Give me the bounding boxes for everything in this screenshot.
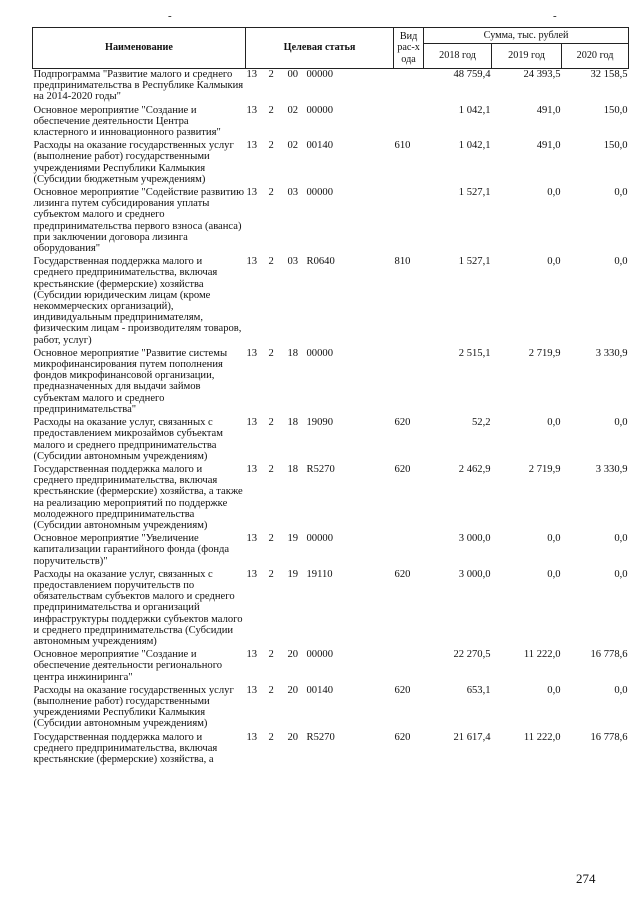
cell-code-1: 13 (246, 256, 258, 268)
header-year-2020: 2020 год (562, 44, 629, 69)
cell-code-3: 00 (287, 69, 299, 80)
header-type-label: Вид рас-хода (397, 30, 420, 65)
header-mark-right: - (553, 10, 557, 22)
cell-code-1: 13 (246, 347, 258, 359)
cell-code-2: 2 (268, 104, 274, 116)
cell-code-1: 13 (246, 187, 258, 199)
cell-code-1: 13 (246, 104, 258, 116)
cell-sum-2018: 21 617,4 (453, 731, 491, 743)
cell-code-1: 13 (246, 568, 258, 580)
cell-code-3: 18 (287, 417, 299, 429)
cell-code-3: 18 (287, 463, 299, 475)
cell-name: Основное мероприятие "Увеличение капитализации гарантийного фонда (фонда поручительств)" (33, 533, 230, 567)
cell-code-4: 19090 (306, 417, 333, 429)
cell-code-2: 2 (268, 463, 274, 475)
cell-sum-2020: 0,0 (614, 187, 628, 199)
cell-sum-2018: 653,1 (466, 684, 491, 696)
cell-name: Расходы на оказание государственных услуг (выполнение работ) государственными учреждениями Республики Калмыкия (Субсидии бюджетным учреждениям) (33, 140, 234, 185)
table-row (33, 649, 629, 685)
cell-name: Основное мероприятие "Создание и обеспечение деятельности регионального центра инжиниринга" (33, 649, 223, 683)
cell-code-4: 19110 (306, 568, 333, 580)
cell-code-1: 13 (246, 140, 258, 152)
cell-code-2: 2 (268, 684, 274, 696)
header-target: Целевая статья (246, 28, 394, 69)
cell-sum-2018: 1 042,1 (458, 104, 491, 116)
cell-code-3: 19 (287, 568, 299, 580)
cell-expense-type: 620 (394, 568, 411, 580)
cell-sum-2018: 2 462,9 (458, 463, 491, 475)
cell-sum-2019: 491,0 (536, 140, 561, 152)
cell-code-3: 20 (287, 731, 299, 743)
cell-sum-2019: 24 393,5 (523, 69, 561, 80)
cell-name: Расходы на оказание услуг, связанных с предоставлением микрозаймов субъектам малого и среднего предпринимательства (Субсидии автономным учреждениям) (33, 417, 223, 462)
cell-expense-type (394, 649, 424, 685)
cell-sum-2020: 0,0 (614, 684, 628, 696)
cell-code-1: 13 (246, 649, 258, 661)
cell-sum-2020: 150,0 (603, 140, 628, 152)
cell-sum-2020: 0,0 (614, 417, 628, 429)
table-row (33, 256, 629, 348)
cell-code-2: 2 (268, 256, 274, 268)
cell-code-4: 00140 (306, 140, 333, 152)
cell-sum-2020: 3 330,9 (595, 347, 628, 359)
cell-code-2: 2 (268, 731, 274, 743)
table-row (33, 685, 629, 732)
cell-sum-2018: 1 042,1 (458, 140, 491, 152)
cell-code-2: 2 (268, 649, 274, 661)
cell-sum-2019: 11 222,0 (523, 649, 561, 661)
cell-code-4: 00140 (306, 684, 333, 696)
cell-code-1: 13 (246, 417, 258, 429)
cell-name: Государственная поддержка малого и среднего предпринимательства, включая крестьянские (фермерские) хозяйства, а также на реализацию мероприятий по поддержке молодежного предпринимательства (Субсидии автономным учреждениям) (33, 463, 243, 531)
table-row (33, 69, 629, 105)
cell-expense-type (394, 69, 424, 105)
cell-sum-2020: 16 778,6 (590, 731, 628, 743)
header-mark-left: - (168, 10, 172, 22)
table-row (33, 187, 629, 256)
cell-code-3: 03 (287, 256, 299, 268)
table-row (33, 348, 629, 417)
cell-expense-type: 610 (394, 140, 411, 152)
cell-code-4: R5270 (306, 463, 335, 475)
cell-expense-type: 810 (394, 256, 411, 268)
cell-name: Подпрограмма "Развитие малого и среднего предпринимательства в Республике Калмыкия на 2014-2020 годы" (33, 69, 244, 103)
cell-name: Государственная поддержка малого и среднего предпринимательства, включая крестьянские (фермерские) хозяйства (Субсидии юридическим лицам (кроме некоммерческих организаций), индивидуальным предпринимателям, физическим лицам - производителям товаров, работ, услуг) (33, 256, 242, 346)
cell-expense-type (394, 105, 424, 141)
cell-code-4: 00000 (306, 533, 333, 545)
cell-name: Основное мероприятие "Создание и обеспечение деятельности Центра кластерного и инновационного развития" (33, 104, 221, 139)
cell-code-4: 00000 (306, 69, 333, 80)
cell-code-3: 19 (287, 533, 299, 545)
cell-sum-2020: 3 330,9 (595, 463, 628, 475)
cell-code-4: R0640 (306, 256, 335, 268)
cell-code-4: R5270 (306, 731, 335, 743)
cell-code-2: 2 (268, 568, 274, 580)
cell-sum-2019: 11 222,0 (523, 731, 561, 743)
cell-sum-2019: 0,0 (547, 256, 561, 268)
cell-name: Основное мероприятие "Развитие системы микрофинансирования путем пополнения фондов микрофинансовой организации, предназначенных для выдачи займов субъектам малого и среднего предпринимательства" (33, 347, 228, 415)
budget-table-body (33, 69, 629, 768)
cell-code-1: 13 (246, 684, 258, 696)
table-row (33, 732, 629, 768)
cell-sum-2020: 32 158,5 (590, 69, 628, 80)
cell-sum-2018: 3 000,0 (458, 533, 491, 545)
cell-expense-type: 620 (394, 731, 411, 743)
cell-code-1: 13 (246, 463, 258, 475)
cell-sum-2019: 0,0 (547, 684, 561, 696)
cell-sum-2020: 16 778,6 (590, 649, 628, 661)
cell-sum-2018: 22 270,5 (453, 649, 491, 661)
budget-table (32, 27, 629, 767)
cell-code-3: 20 (287, 684, 299, 696)
cell-code-1: 13 (246, 731, 258, 743)
cell-sum-2019: 2 719,9 (528, 347, 561, 359)
cell-code-4: 00000 (306, 347, 333, 359)
cell-code-3: 18 (287, 347, 299, 359)
cell-code-2: 2 (268, 533, 274, 545)
cell-expense-type (394, 187, 424, 256)
cell-code-4: 00000 (306, 649, 333, 661)
cell-name: Расходы на оказание государственных услуг (выполнение работ) государственными учреждениями Республики Калмыкия (Субсидии автономным учреждениям) (33, 684, 234, 730)
cell-code-1: 13 (246, 69, 258, 80)
cell-sum-2018: 52,2 (472, 417, 491, 429)
cell-code-2: 2 (268, 347, 274, 359)
cell-code-4: 00000 (306, 187, 333, 199)
header-year-2018: 2018 год (424, 44, 492, 69)
cell-sum-2018: 2 515,1 (458, 347, 491, 359)
cell-code-2: 2 (268, 140, 274, 152)
cell-code-3: 02 (287, 104, 299, 116)
table-row (33, 533, 629, 569)
cell-code-1: 13 (246, 533, 258, 545)
cell-sum-2018: 48 759,4 (453, 69, 491, 80)
table-row (33, 569, 629, 649)
cell-code-2: 2 (268, 69, 274, 80)
cell-expense-type: 620 (394, 684, 411, 696)
cell-sum-2018: 3 000,0 (458, 568, 491, 580)
page-number: 274 (576, 871, 596, 886)
cell-sum-2019: 0,0 (547, 533, 561, 545)
cell-expense-type: 620 (394, 463, 411, 475)
cell-sum-2018: 1 527,1 (458, 256, 491, 268)
cell-name: Основное мероприятие "Содействие развитию лизинга путем субсидирования уплаты субъектом малого и среднего предпринимательства первого взноса (аванса) при заключении договора лизинга оборудования" (33, 187, 244, 255)
cell-sum-2019: 2 719,9 (528, 463, 561, 475)
header-sum: Сумма, тыс. рублей (424, 28, 629, 44)
header-year-2019: 2019 год (492, 44, 562, 69)
cell-name: Расходы на оказание услуг, связанных с предоставлением поручительств по обязательствам субъектов малого и среднего предпринимательства и организаций инфраструктуры поддержки субъектов малого и среднего предпринимательства (Субсидии автономным учреждениям) (33, 568, 243, 647)
cell-sum-2020: 0,0 (614, 533, 628, 545)
table-row (33, 417, 629, 464)
cell-sum-2018: 1 527,1 (458, 187, 491, 199)
cell-code-3: 02 (287, 140, 299, 152)
header-name: Наименование (33, 28, 246, 69)
cell-expense-type (394, 533, 424, 569)
cell-code-2: 2 (268, 417, 274, 429)
cell-expense-type (394, 348, 424, 417)
cell-sum-2020: 150,0 (603, 104, 628, 116)
table-row (33, 140, 629, 187)
cell-code-3: 20 (287, 649, 299, 661)
cell-code-4: 00000 (306, 104, 333, 116)
cell-name: Государственная поддержка малого и среднего предпринимательства, включая крестьянские (фермерские) хозяйства, а (33, 731, 218, 765)
cell-sum-2019: 0,0 (547, 187, 561, 199)
cell-sum-2019: 0,0 (547, 417, 561, 429)
cell-expense-type: 620 (394, 417, 411, 429)
cell-code-2: 2 (268, 187, 274, 199)
cell-sum-2020: 0,0 (614, 256, 628, 268)
cell-sum-2020: 0,0 (614, 568, 628, 580)
table-row (33, 464, 629, 533)
cell-sum-2019: 491,0 (536, 104, 561, 116)
cell-sum-2019: 0,0 (547, 568, 561, 580)
table-row (33, 105, 629, 141)
cell-code-3: 03 (287, 187, 299, 199)
header-type (394, 28, 424, 69)
